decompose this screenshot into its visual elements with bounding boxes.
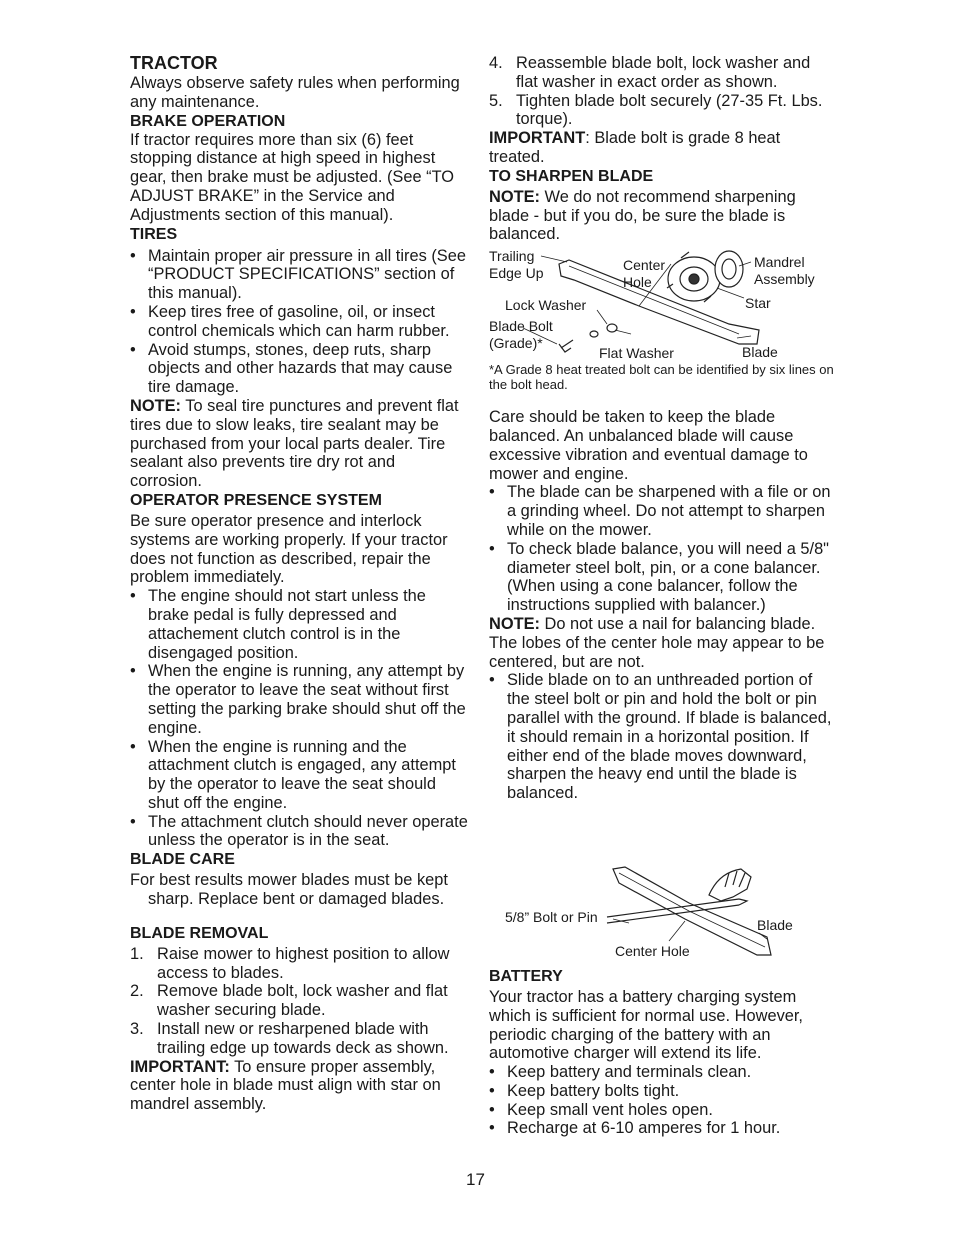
blade-assembly-figure (489, 244, 834, 362)
ops-item-1: • The engine should not start unless the brake pedal is fully depressed and attachement clutch control is in the disengaged position. (130, 587, 470, 662)
balance-text: Care should be taken to keep the blade balanced. An unbalanced blade will cause excessive vibration and eventual damage to mower and engine. (489, 408, 808, 483)
removal-step-2 (130, 982, 470, 1020)
step-number: 2. (130, 982, 144, 1001)
step-number: 4. (489, 54, 503, 72)
step-text: Install new or resharpened blade with trailing edge up towards deck as shown. (157, 1020, 449, 1057)
star-label: Star (745, 295, 771, 312)
tires-item-1: • Maintain proper air pressure in all tires (See “PRODUCT SPECIFICATIONS” section of this manual). (130, 247, 470, 303)
step-text: Tighten blade bolt securely (27-35 Ft. Lbs. torque). (516, 91, 823, 129)
sharpen-note-text: We do not recommend sharpening blade - but if you do, be sure the blade is balanced. (489, 187, 796, 244)
trailing-label: Trailing (489, 248, 535, 265)
note-label: NOTE: (130, 396, 181, 415)
blade-removal-heading: BLADE REMOVAL (130, 924, 269, 942)
important-label: IMPORTANT (489, 129, 586, 148)
grade-label: (Grade)* (489, 335, 543, 352)
mandrel-label: Mandrel (754, 254, 805, 271)
battery-item-1: • Keep battery and terminals clean. (489, 1063, 834, 1082)
blade-label: Blade (742, 344, 778, 361)
center-hole-label: Center Hole (615, 942, 690, 959)
ops-item-4: • The attachment clutch should never operate unless the operator is in the seat. (130, 813, 470, 851)
grade-footnote: *A Grade 8 heat treated bolt can be identified by six lines on the bolt head. (489, 362, 834, 393)
important-label: IMPORTANT: (130, 1057, 230, 1076)
blade-care-text: For best results mower blades must be kept sharp. Replace bent or damaged blades. (130, 871, 448, 909)
nail-note (489, 615, 834, 671)
step-4 (489, 54, 834, 92)
ops-item-2: • When the engine is running, any attempt by the operator to leave the seat without first setting the parking brake should shut off the engine. (130, 662, 470, 737)
battery-item-4: • Recharge at 6-10 amperes for 1 hour. (489, 1119, 834, 1138)
important-note (130, 1058, 470, 1114)
blade-bolt-label: Blade Bolt (489, 318, 553, 335)
note-label: NOTE: (489, 187, 540, 206)
right-column (489, 0, 834, 1138)
important-text: : Blade bolt is grade 8 heat treated. (489, 129, 781, 166)
assembly-label: Assembly (754, 271, 815, 288)
hole-label: Hole (623, 274, 652, 291)
ops-text: Be sure operator presence and interlock systems are working properly. If your tractor does not function as described, repair the problem immediately. (130, 511, 448, 587)
left-column (130, 0, 470, 1114)
removal-step-3 (130, 1020, 470, 1058)
step-number: 5. (489, 91, 503, 110)
sharpen-heading: TO SHARPEN BLADE (489, 167, 654, 185)
battery-item-2: • Keep battery bolts tight. (489, 1082, 834, 1101)
tires-item-3: • Avoid stumps, stones, deep ruts, sharp objects and other hazards that may cause tire damage. (130, 341, 470, 397)
tires-heading: TIRES (130, 225, 178, 243)
note-label: NOTE: (489, 614, 540, 633)
removal-step-1 (130, 945, 470, 983)
center-label: Center (623, 257, 666, 274)
ops-heading: OPERATOR PRESENCE SYSTEM (130, 491, 382, 509)
bolt-pin-label: 5/8” Bolt or Pin (505, 908, 598, 925)
balance-item-2: • To check blade balance, you will need a 5/8" diameter steel bolt, pin, or a cone balancer. (When using a cone balancer, follow the instructions supplied with balancer.) (489, 540, 834, 615)
ops-item-3: • When the engine is running and the attachment clutch is engaged, any attempt by the operator to leave the seat should shut off the engine. (130, 738, 470, 813)
battery-text: Your tractor has a battery charging system which is sufficient for normal use. However, periodic charging of the battery with an automotive charger will extend its life. (489, 987, 803, 1063)
step-number: 1. (130, 944, 144, 963)
slide-item: • Slide blade on to an unthreaded portion of the steel bolt or pin and hold the bolt or pin parallel with the ground. If blade is balanced, it should remain in a horizontal position. If either end of the blade moves downward, sharpen the heavy end until the blade is balanced. (489, 671, 834, 803)
brake-heading: BRAKE OPERATION (130, 112, 286, 130)
nail-note-text: Do not use a nail for balancing blade. The lobes of the center hole may appear to be centered, but are not. (489, 614, 825, 671)
step-text: Remove blade bolt, lock washer and flat washer securing blade. (157, 982, 448, 1020)
balance-figure (489, 807, 834, 967)
important-text: To ensure proper assembly, center hole in blade must align with star on mandrel assembly. (130, 1057, 441, 1114)
step-text: Raise mower to highest position to allow access to blades. (157, 944, 450, 982)
tires-note (130, 397, 470, 491)
tractor-heading: TRACTOR (130, 53, 218, 73)
edge-up-label: Edge Up (489, 265, 544, 282)
flat-washer-label: Flat Washer (599, 345, 674, 362)
tires-item-2: • Keep tires free of gasoline, oil, or insect control chemicals which can harm rubber. (130, 303, 470, 341)
step-5 (489, 92, 834, 130)
sharpen-note (489, 188, 834, 244)
blade-care-heading: BLADE CARE (130, 851, 235, 869)
step-number: 3. (130, 1020, 144, 1039)
fig2-blade-label: Blade (757, 916, 793, 933)
step-text: Reassemble blade bolt, lock washer and flat washer in exact order as shown. (516, 54, 811, 91)
battery-item-3: • Keep small vent holes open. (489, 1101, 834, 1120)
balance-item-1: • The blade can be sharpened with a file or on a grinding wheel. Do not attempt to sharpen while on the mower. (489, 483, 834, 539)
grade-important (489, 129, 834, 167)
page-number: 17 (466, 1170, 485, 1189)
tires-note-text: To seal tire punctures and prevent flat tires due to slow leaks, tire sealant may be purchased from your local parts dealer. Tire sealant also prevents tire dry rot and corrosion. (130, 396, 459, 491)
tractor-intro: Always observe safety rules when performing any maintenance. (130, 74, 460, 111)
lock-washer-label: Lock Washer (505, 297, 587, 314)
brake-text: If tractor requires more than six (6) feet stopping distance at high speed in highest gear, then brake must be adjusted. (See “TO ADJUST BRAKE” in the Service and Adjustments section of this manual). (130, 130, 455, 224)
battery-heading: BATTERY (489, 967, 563, 985)
